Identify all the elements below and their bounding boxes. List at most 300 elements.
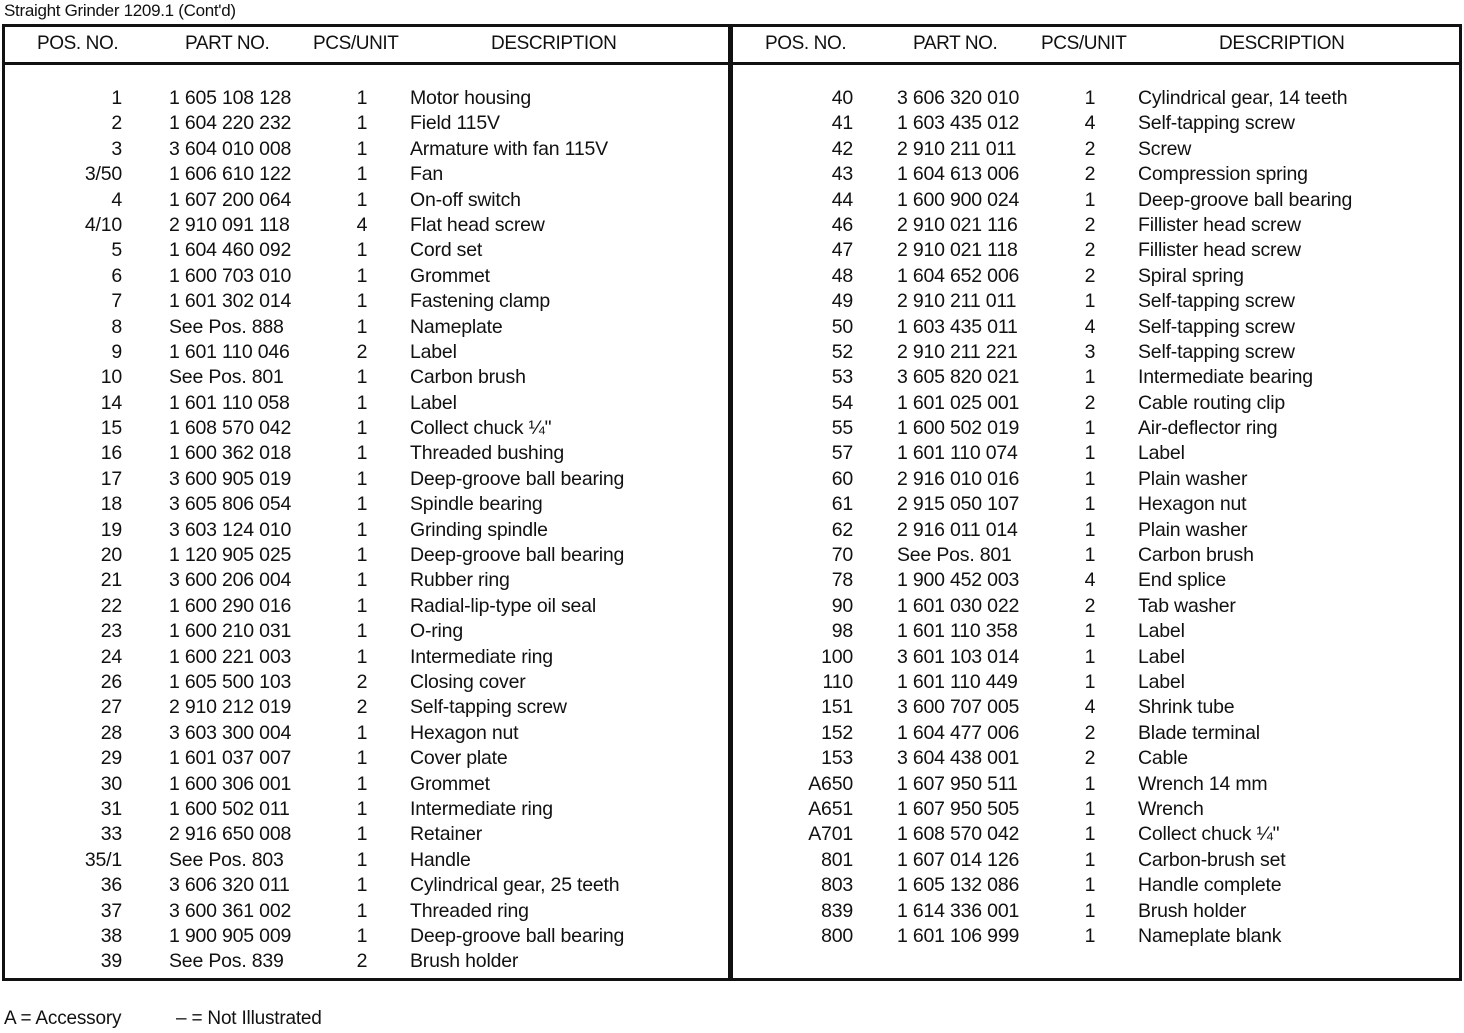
part-no-cell: 1 614 336 001 — [897, 899, 1020, 922]
description-cell: Armature with fan 115V — [410, 137, 608, 160]
description-cell: Hexagon nut — [410, 721, 519, 744]
description-cell: Handle — [410, 848, 471, 871]
description-cell: O-ring — [410, 620, 463, 643]
description-cell: Nameplate blank — [1138, 924, 1282, 947]
pcs-unit-cell: 1 — [356, 366, 368, 389]
table-row — [733, 365, 1459, 390]
table-row — [733, 899, 1459, 924]
part-no-cell: 1 601 110 058 — [169, 391, 290, 414]
pcs-unit-cell: 1 — [356, 594, 368, 617]
description-cell: Carbon brush — [410, 366, 526, 389]
table-row — [733, 797, 1459, 822]
part-no-cell: 1 120 905 025 — [169, 544, 292, 567]
pcs-unit-cell: 1 — [1084, 823, 1096, 846]
table-row — [733, 670, 1459, 695]
part-no-cell: 1 601 110 449 — [897, 670, 1018, 693]
pos-no-cell: 41 — [831, 112, 853, 135]
pos-no-cell: 53 — [831, 366, 853, 389]
table-row — [733, 721, 1459, 746]
description-cell: Retainer — [410, 823, 483, 846]
pcs-unit-cell: 2 — [1084, 747, 1096, 770]
pcs-unit-cell: 1 — [356, 417, 368, 440]
pcs-unit-cell: 2 — [1084, 163, 1096, 186]
pos-no-cell: 62 — [831, 518, 853, 541]
pos-no-cell: 48 — [831, 264, 853, 287]
part-no-cell: 1 600 290 016 — [169, 594, 292, 617]
table-row — [5, 238, 728, 263]
pcs-unit-cell: 2 — [356, 696, 368, 719]
table-row — [733, 619, 1459, 644]
pos-no-cell: 49 — [831, 290, 853, 313]
pcs-unit-cell: 2 — [1084, 721, 1096, 744]
description-cell: Wrench 14 mm — [1138, 772, 1268, 795]
description-cell: Brush holder — [410, 950, 519, 973]
description-cell: Carbon brush — [1138, 544, 1254, 567]
pcs-unit-cell: 4 — [1084, 569, 1096, 592]
part-no-cell: See Pos. 839 — [169, 950, 284, 973]
table-row — [5, 848, 728, 873]
part-no-cell: 2 910 211 011 — [897, 290, 1017, 313]
pos-no-cell: A650 — [808, 772, 853, 795]
table-row — [5, 543, 728, 568]
legend-not-illustrated: – = Not Illustrated — [176, 1008, 322, 1029]
table-row — [5, 797, 728, 822]
pcs-unit-cell: 1 — [356, 87, 368, 109]
pos-no-cell: 61 — [831, 493, 853, 516]
pos-no-cell: 40 — [831, 87, 853, 109]
description-cell: Wrench — [1138, 797, 1204, 820]
pos-no-cell: 42 — [831, 137, 853, 160]
table-row — [733, 86, 1459, 111]
pcs-unit-cell: 1 — [1084, 924, 1096, 947]
part-no-cell: 1 603 435 012 — [897, 112, 1020, 135]
pcs-unit-cell: 2 — [1084, 239, 1096, 262]
description-cell: Fan — [410, 163, 444, 186]
part-no-cell: 1 607 950 511 — [897, 772, 1018, 795]
part-no-cell: 1 600 502 011 — [169, 797, 290, 820]
pcs-unit-cell: 2 — [1084, 594, 1096, 617]
part-no-cell: 1 605 132 086 — [897, 874, 1020, 897]
pos-no-cell: 24 — [100, 645, 122, 668]
table-row — [5, 873, 728, 898]
header-pcs-unit: PCS/UNIT — [1041, 33, 1127, 54]
description-cell: Field 115V — [410, 112, 500, 135]
pcs-unit-cell: 1 — [356, 290, 368, 313]
table-row — [733, 137, 1459, 162]
part-no-cell: 3 603 124 010 — [169, 518, 292, 541]
pcs-unit-cell: 1 — [356, 163, 368, 186]
pcs-unit-cell: 1 — [1084, 874, 1096, 897]
table-row — [733, 645, 1459, 670]
pcs-unit-cell: 1 — [356, 747, 368, 770]
description-cell: Brush holder — [1138, 899, 1247, 922]
pcs-unit-cell: 1 — [1084, 87, 1096, 109]
header-pcs-unit: PCS/UNIT — [313, 33, 399, 54]
table-row — [733, 289, 1459, 314]
part-no-cell: 1 600 502 019 — [897, 417, 1020, 440]
pos-no-cell: 23 — [100, 620, 122, 643]
pos-no-cell: 3/50 — [84, 163, 122, 186]
description-cell: Rubber ring — [410, 569, 510, 592]
table-row — [733, 873, 1459, 898]
pos-no-cell: 19 — [100, 518, 122, 541]
part-no-cell: 1 604 613 006 — [897, 163, 1020, 186]
pcs-unit-cell: 2 — [1084, 264, 1096, 287]
table-row — [733, 594, 1459, 619]
description-cell: Blade terminal — [1138, 721, 1260, 744]
pos-no-cell: 21 — [100, 569, 122, 592]
table-row — [733, 467, 1459, 492]
legend-accessory: A = Accessory — [4, 1008, 122, 1029]
table-row — [5, 594, 728, 619]
pos-no-cell: 151 — [821, 696, 853, 719]
table-row — [733, 416, 1459, 441]
pos-no-cell: 4 — [111, 188, 122, 211]
part-no-cell: 3 605 806 054 — [169, 493, 292, 516]
table-row — [733, 848, 1459, 873]
pcs-unit-cell: 1 — [1084, 645, 1096, 668]
description-cell: Handle complete — [1138, 874, 1282, 897]
pcs-unit-cell: 1 — [356, 264, 368, 287]
pos-no-cell: 803 — [821, 874, 853, 897]
pcs-unit-cell: 1 — [1084, 848, 1096, 871]
part-no-cell: 1 600 221 003 — [169, 645, 292, 668]
table-row — [733, 568, 1459, 593]
table-row — [5, 949, 728, 974]
pcs-unit-cell: 1 — [356, 391, 368, 414]
table-row — [5, 772, 728, 797]
part-no-cell: 3 600 361 002 — [169, 899, 292, 922]
description-cell: Plain washer — [1138, 518, 1248, 541]
table-row — [5, 162, 728, 187]
part-no-cell: 1 601 106 999 — [897, 924, 1020, 947]
pos-no-cell: 60 — [831, 467, 853, 490]
pcs-unit-cell: 2 — [1084, 213, 1096, 236]
pos-no-cell: 90 — [831, 594, 853, 617]
pcs-unit-cell: 1 — [356, 899, 368, 922]
pos-no-cell: 31 — [100, 797, 122, 820]
table-row — [733, 188, 1459, 213]
pos-no-cell: 44 — [831, 188, 853, 211]
pos-no-cell: 57 — [831, 442, 853, 465]
table-row — [5, 467, 728, 492]
part-no-cell: 2 910 021 118 — [897, 239, 1018, 262]
table-row — [5, 391, 728, 416]
part-no-cell: 2 916 650 008 — [169, 823, 292, 846]
pos-no-cell: 26 — [100, 670, 122, 693]
pcs-unit-cell: 1 — [356, 823, 368, 846]
header-pos-no: POS. NO. — [765, 33, 847, 54]
description-cell: Spiral spring — [1138, 264, 1244, 287]
pos-no-cell: 46 — [831, 213, 853, 236]
table-row — [733, 772, 1459, 797]
pos-no-cell: A651 — [808, 797, 853, 820]
table-row — [733, 822, 1459, 847]
pos-no-cell: 152 — [821, 721, 853, 744]
pcs-unit-cell: 1 — [356, 848, 368, 871]
pcs-unit-cell: 3 — [1084, 340, 1096, 363]
pcs-unit-cell: 1 — [356, 188, 368, 211]
part-no-cell: 3 604 010 008 — [169, 137, 292, 160]
part-no-cell: 3 600 707 005 — [897, 696, 1020, 719]
table-row — [5, 289, 728, 314]
table-row — [733, 264, 1459, 289]
table-row — [733, 111, 1459, 136]
table-row — [733, 238, 1459, 263]
description-cell: On-off switch — [410, 188, 521, 211]
part-no-cell: 1 601 302 014 — [169, 290, 292, 313]
header-description: DESCRIPTION — [1219, 33, 1345, 54]
table-row — [5, 924, 728, 949]
description-cell: Intermediate bearing — [1138, 366, 1313, 389]
description-cell: Cord set — [410, 239, 483, 262]
table-row — [5, 340, 728, 365]
pcs-unit-cell: 1 — [356, 874, 368, 897]
part-no-cell: 1 606 610 122 — [169, 163, 292, 186]
pos-no-cell: A701 — [808, 823, 853, 846]
table-row — [733, 315, 1459, 340]
part-no-cell: 1 900 905 009 — [169, 924, 292, 947]
table-body — [733, 86, 1459, 949]
description-cell: Cable — [1138, 747, 1188, 770]
description-cell: Fillister head screw — [1138, 213, 1301, 236]
pcs-unit-cell: 1 — [356, 772, 368, 795]
part-no-cell: 1 604 652 006 — [897, 264, 1020, 287]
pos-no-cell: 5 — [111, 239, 122, 262]
pos-no-cell: 8 — [111, 315, 122, 338]
description-cell: Self-tapping screw — [1138, 315, 1295, 338]
pos-no-cell: 35/1 — [84, 848, 122, 871]
pcs-unit-cell: 2 — [356, 670, 368, 693]
part-no-cell: 3 606 320 010 — [897, 87, 1020, 109]
description-cell: Plain washer — [1138, 467, 1248, 490]
pos-no-cell: 20 — [100, 544, 122, 567]
part-no-cell: 3 600 206 004 — [169, 569, 292, 592]
pos-no-cell: 4/10 — [84, 213, 122, 236]
parts-table-right — [730, 24, 1462, 981]
pos-no-cell: 7 — [111, 290, 122, 313]
description-cell: Radial-lip-type oil seal — [410, 594, 596, 617]
description-cell: Screw — [1138, 137, 1192, 160]
pcs-unit-cell: 1 — [1084, 290, 1096, 313]
table-row — [5, 670, 728, 695]
description-cell: Label — [1138, 670, 1185, 693]
pcs-unit-cell: 1 — [356, 442, 368, 465]
pcs-unit-cell: 1 — [356, 493, 368, 516]
parts-table-left — [2, 24, 731, 981]
pos-no-cell: 801 — [821, 848, 853, 871]
pcs-unit-cell: 1 — [1084, 544, 1096, 567]
part-no-cell: 2 910 211 011 — [897, 137, 1017, 160]
header-pos-no: POS. NO. — [37, 33, 119, 54]
pcs-unit-cell: 1 — [1084, 467, 1096, 490]
description-cell: Intermediate ring — [410, 797, 553, 820]
description-cell: Air-deflector ring — [1138, 417, 1278, 440]
part-no-cell: 1 601 030 022 — [897, 594, 1020, 617]
pcs-unit-cell: 2 — [1084, 137, 1096, 160]
description-cell: Label — [1138, 620, 1185, 643]
pcs-unit-cell: 1 — [356, 467, 368, 490]
pcs-unit-cell: 1 — [356, 544, 368, 567]
table-row — [5, 899, 728, 924]
description-cell: Cover plate — [410, 747, 508, 770]
pos-no-cell: 153 — [821, 747, 853, 770]
pos-no-cell: 52 — [831, 340, 853, 363]
description-cell: Cylindrical gear, 14 teeth — [1138, 87, 1348, 109]
pcs-unit-cell: 1 — [356, 112, 368, 135]
table-row — [733, 924, 1459, 949]
description-cell: Threaded ring — [410, 899, 529, 922]
description-cell: Label — [1138, 645, 1185, 668]
part-no-cell: 1 601 025 001 — [897, 391, 1020, 414]
pos-no-cell: 2 — [111, 112, 122, 135]
description-cell: End splice — [1138, 569, 1226, 592]
part-no-cell: 1 601 110 074 — [897, 442, 1018, 465]
table-row — [733, 340, 1459, 365]
table-row — [5, 645, 728, 670]
pos-no-cell: 55 — [831, 417, 853, 440]
pcs-unit-cell: 4 — [1084, 315, 1096, 338]
header-part-no: PART NO. — [185, 33, 270, 54]
pcs-unit-cell: 2 — [1084, 391, 1096, 414]
pcs-unit-cell: 1 — [1084, 899, 1096, 922]
pos-no-cell: 30 — [100, 772, 122, 795]
pcs-unit-cell: 1 — [356, 518, 368, 541]
part-no-cell: 1 600 306 001 — [169, 772, 292, 795]
header-part-no: PART NO. — [913, 33, 998, 54]
table-row — [733, 695, 1459, 720]
table-row — [733, 441, 1459, 466]
pos-no-cell: 33 — [100, 823, 122, 846]
description-cell: Threaded bushing — [410, 442, 564, 465]
pcs-unit-cell: 4 — [356, 213, 368, 236]
part-no-cell: 1 607 950 505 — [897, 797, 1020, 820]
table-row — [5, 721, 728, 746]
part-no-cell: 2 910 021 116 — [897, 213, 1018, 236]
pcs-unit-cell: 1 — [1084, 366, 1096, 389]
part-no-cell: See Pos. 803 — [169, 848, 284, 871]
part-no-cell: 1 604 460 092 — [169, 239, 292, 262]
part-no-cell: See Pos. 801 — [897, 544, 1012, 567]
table-row — [5, 416, 728, 441]
pcs-unit-cell: 1 — [356, 645, 368, 668]
pos-no-cell: 14 — [100, 391, 122, 414]
table-row — [733, 492, 1459, 517]
description-cell: Flat head screw — [410, 213, 545, 236]
pos-no-cell: 839 — [821, 899, 853, 922]
pos-no-cell: 43 — [831, 163, 853, 186]
description-cell: Hexagon nut — [1138, 493, 1247, 516]
pcs-unit-cell: 1 — [356, 924, 368, 947]
table-row — [733, 543, 1459, 568]
table-row — [733, 162, 1459, 187]
description-cell: Self-tapping screw — [410, 696, 567, 719]
part-no-cell: 3 601 103 014 — [897, 645, 1020, 668]
description-cell: Collect chuck ¼" — [410, 417, 552, 440]
pos-no-cell: 47 — [831, 239, 853, 262]
page-title: Straight Grinder 1209.1 (Cont'd) — [4, 1, 236, 20]
table-row — [5, 695, 728, 720]
part-no-cell: 1 603 435 011 — [897, 315, 1018, 338]
part-no-cell: 3 606 320 011 — [169, 874, 290, 897]
pcs-unit-cell: 4 — [1084, 696, 1096, 719]
table-row — [5, 619, 728, 644]
description-cell: Tab washer — [1138, 594, 1236, 617]
pos-no-cell: 100 — [821, 645, 853, 668]
table-row — [5, 137, 728, 162]
table-row — [5, 518, 728, 543]
description-cell: Label — [1138, 442, 1185, 465]
pos-no-cell: 27 — [100, 696, 122, 719]
pcs-unit-cell: 1 — [356, 239, 368, 262]
description-cell: Deep-groove ball bearing — [1138, 188, 1353, 211]
table-header — [733, 27, 1459, 65]
pcs-unit-cell: 4 — [1084, 112, 1096, 135]
table-body — [5, 86, 728, 975]
table-row — [733, 518, 1459, 543]
description-cell: Shrink tube — [1138, 696, 1235, 719]
pos-no-cell: 78 — [831, 569, 853, 592]
pos-no-cell: 110 — [822, 670, 853, 693]
description-cell: Grommet — [410, 264, 490, 287]
part-no-cell: 1 600 362 018 — [169, 442, 292, 465]
pos-no-cell: 37 — [100, 899, 122, 922]
table-row — [733, 213, 1459, 238]
pos-no-cell: 50 — [831, 315, 853, 338]
pcs-unit-cell: 1 — [1084, 797, 1096, 820]
pos-no-cell: 800 — [821, 924, 853, 947]
pos-no-cell: 28 — [100, 721, 122, 744]
pcs-unit-cell: 2 — [356, 950, 368, 973]
table-row — [733, 746, 1459, 771]
table-header — [5, 27, 728, 65]
table-row — [5, 188, 728, 213]
table-row — [5, 746, 728, 771]
pcs-unit-cell: 1 — [1084, 518, 1096, 541]
description-cell: Intermediate ring — [410, 645, 553, 668]
part-no-cell: 3 600 905 019 — [169, 467, 292, 490]
part-no-cell: 1 601 110 046 — [169, 340, 290, 363]
pos-no-cell: 54 — [831, 391, 853, 414]
pos-no-cell: 3 — [111, 137, 122, 160]
part-no-cell: 1 900 452 003 — [897, 569, 1020, 592]
description-cell: Self-tapping screw — [1138, 290, 1295, 313]
pcs-unit-cell: 1 — [1084, 620, 1096, 643]
description-cell: Compression spring — [1138, 163, 1308, 186]
part-no-cell: 2 916 010 016 — [897, 467, 1020, 490]
table-row — [5, 264, 728, 289]
part-no-cell: 2 916 011 014 — [897, 518, 1018, 541]
pcs-unit-cell: 1 — [356, 137, 368, 160]
description-cell: Fastening clamp — [410, 290, 551, 313]
table-row — [5, 315, 728, 340]
pcs-unit-cell: 1 — [1084, 417, 1096, 440]
table-row — [5, 568, 728, 593]
pcs-unit-cell: 1 — [1084, 188, 1096, 211]
description-cell: Label — [410, 340, 457, 363]
pos-no-cell: 22 — [100, 594, 122, 617]
pos-no-cell: 17 — [100, 467, 122, 490]
header-description: DESCRIPTION — [491, 33, 617, 54]
pcs-unit-cell: 1 — [1084, 442, 1096, 465]
pos-no-cell: 16 — [100, 442, 122, 465]
description-cell: Grommet — [410, 772, 490, 795]
part-no-cell: 1 608 570 042 — [897, 823, 1020, 846]
part-no-cell: 1 604 477 006 — [897, 721, 1020, 744]
part-no-cell: 1 605 500 103 — [169, 670, 292, 693]
part-no-cell: 2 910 212 019 — [169, 696, 292, 719]
description-cell: Self-tapping screw — [1138, 112, 1295, 135]
